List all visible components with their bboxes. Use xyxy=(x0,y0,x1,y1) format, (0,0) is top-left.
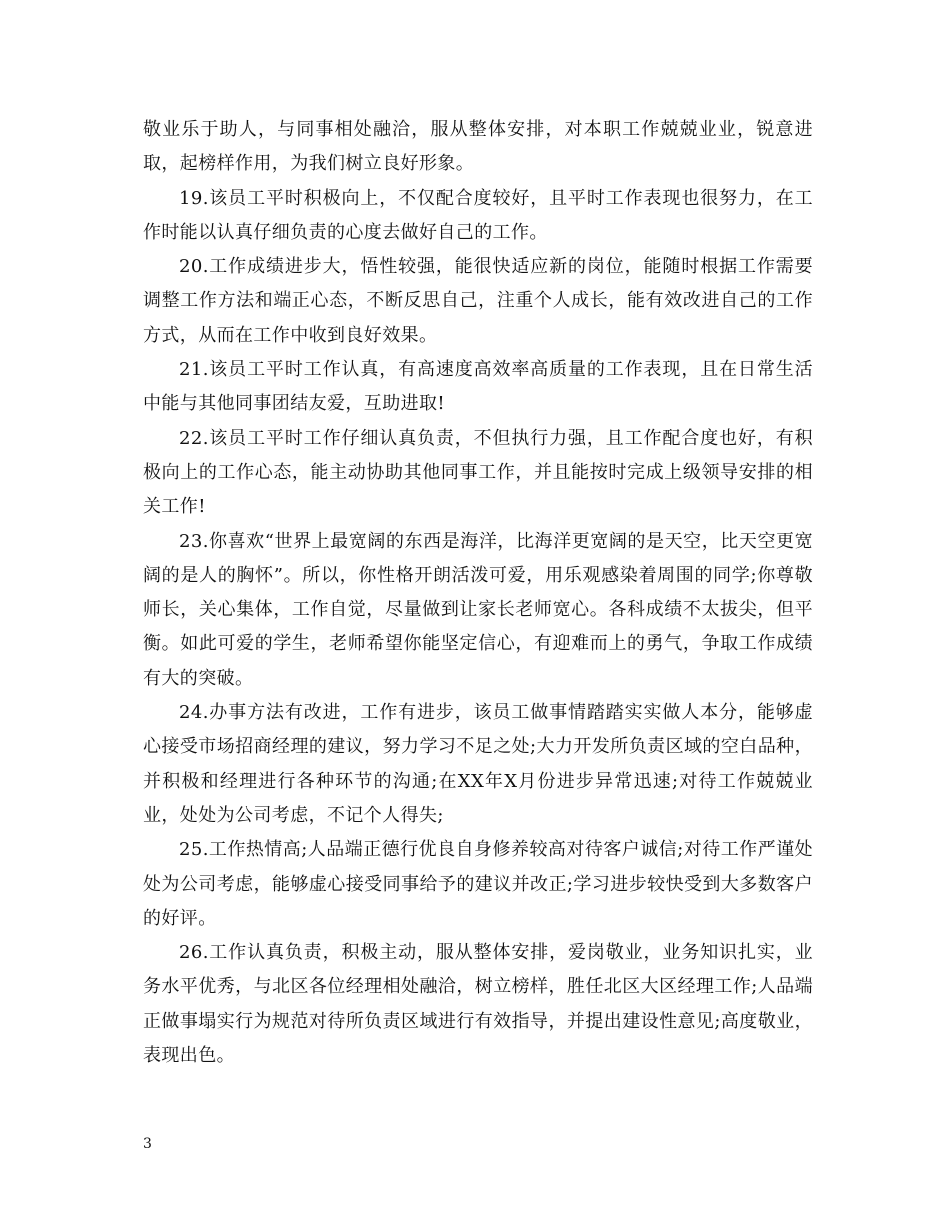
paragraph-item-21: 21.该员工平时工作认真，有高速度高效率高质量的工作表现，且在日常生活中能与其他同事团结友爱，互助进取! xyxy=(143,359,813,415)
paragraph-item-22: 22.该员工平时工作仔细认真负责，不但执行力强，且工作配合度也好，有积极向上的工作心态，能主动协助其他同事工作，并且能按时完成上级领导安排的相关工作! xyxy=(143,427,813,518)
paragraph-item-24: 24.办事方法有改进，工作有进步，该员工做事情踏踏实实做人本分，能够虚心接受市场招商经理的建议，努力学习不足之处;大力开发所负责区域的空白品种，并积极和经理进行各种环节的沟通;在XX年X月份进步异常迅速;对待工作兢兢业业，处处为公司考虑，不记个人得失; xyxy=(143,702,813,826)
paragraph-continuation: 敬业乐于助人，与同事相处融洽，服从整体安排，对本职工作兢兢业业，锐意进取，起榜样作用，为我们树立良好形象。 xyxy=(143,119,813,175)
paragraph-item-26: 26.工作认真负责，积极主动，服从整体安排，爱岗敬业，业务知识扎实，业务水平优秀，与北区各位经理相处融洽，树立榜样，胜任北区大区经理工作;人品端正做事塌实行为规范对待所负责区域进行有效指导，并提出建设性意见;高度敬业，表现出色。 xyxy=(143,942,813,1067)
page-number: 3 xyxy=(143,1136,152,1152)
paragraph-item-20: 20.工作成绩进步大，悟性较强，能很快适应新的岗位，能随时根据工作需要调整工作方法和端正心态，不断反思自己，注重个人成长，能有效改进自己的工作方式，从而在工作中收到良好效果。 xyxy=(143,256,813,346)
paragraph-item-25: 25.工作热情高;人品端正德行优良自身修养较高对待客户诚信;对待工作严谨处处为公司考虑，能够虚心接受同事给予的建议并改正;学习进步较快受到大多数客户的好评。 xyxy=(143,839,813,929)
paragraph-item-23: 23.你喜欢“世界上最宽阔的东西是海洋，比海洋更宽阔的是天空，比天空更宽阔的是人的胸怀”。所以，你性格开朗活泼可爱，用乐观感染着周围的同学;你尊敬师长，关心集体，工作自觉，尽量做到让家长老师宽心。各科成绩不太拔尖，但平衡。如此可爱的学生，老师希望你能坚定信心，有迎难而上的勇气，争取工作成绩有大的突破。 xyxy=(143,530,813,689)
document-body xyxy=(143,113,813,1073)
paragraph-item-19: 19.该员工平时积极向上，不仅配合度较好，且平时工作表现也很努力，在工作时能以认真仔细负责的心度去做好自己的工作。 xyxy=(143,187,813,243)
